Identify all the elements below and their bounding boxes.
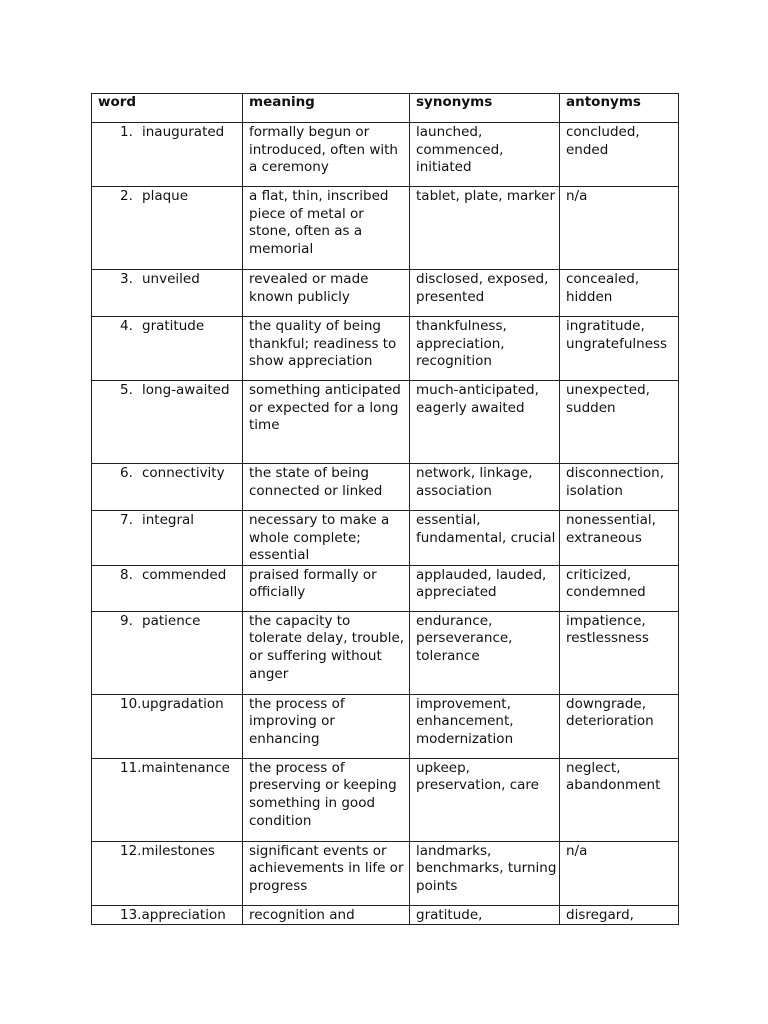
row-number: 5. xyxy=(120,382,133,398)
header-synonyms: synonyms xyxy=(410,94,560,123)
header-antonyms: antonyms xyxy=(560,94,679,123)
antonyms-cell: concealed, hidden xyxy=(560,270,679,317)
synonyms-cell: much-anticipated, eagerly awaited xyxy=(410,381,560,464)
word-text: appreciation xyxy=(141,906,226,923)
meaning-cell: a flat, thin, inscribed piece of metal or stone, often as a memorial xyxy=(243,187,410,270)
table-row xyxy=(92,270,679,317)
row-number: 13. xyxy=(120,906,142,923)
table-row xyxy=(92,187,679,270)
meaning-cell: significant events or achievements in life or progress xyxy=(243,841,410,905)
antonyms-cell: impatience, restlessness xyxy=(560,611,679,694)
word-cell xyxy=(92,317,243,381)
word-text: long-awaited xyxy=(142,382,230,398)
meaning-cell: something anticipated or expected for a long time xyxy=(243,381,410,464)
row-number: 3. xyxy=(120,271,133,287)
table-row xyxy=(92,694,679,758)
word-text: commended xyxy=(142,566,227,583)
meaning-cell: the process of improving or enhancing xyxy=(243,694,410,758)
antonyms-cell: downgrade, deterioration xyxy=(560,694,679,758)
header-row xyxy=(92,94,679,123)
antonyms-cell: n/a xyxy=(560,187,679,270)
word-text: unveiled xyxy=(142,271,200,287)
antonyms-cell: ingratitude, ungratefulness xyxy=(560,317,679,381)
header-meaning: meaning xyxy=(243,94,410,123)
word-cell xyxy=(92,694,243,758)
meaning-cell: praised formally or officially xyxy=(243,565,410,611)
word-text: maintenance xyxy=(141,759,230,776)
word-cell xyxy=(92,187,243,270)
table-row xyxy=(92,464,679,511)
synonyms-cell: landmarks, benchmarks, turning points xyxy=(410,841,560,905)
row-number: 10. xyxy=(120,695,142,712)
word-text: milestones xyxy=(141,842,215,859)
word-text: inaugurated xyxy=(142,124,225,140)
synonyms-cell: improvement, enhancement, modernization xyxy=(410,694,560,758)
row-number: 8. xyxy=(120,566,133,583)
row-number: 1. xyxy=(120,124,133,140)
meaning-cell: the process of preserving or keeping something in good condition xyxy=(243,758,410,841)
meaning-cell: recognition and xyxy=(243,905,410,925)
table-row xyxy=(92,317,679,381)
antonyms-cell: neglect, abandonment xyxy=(560,758,679,841)
table-row xyxy=(92,123,679,187)
synonyms-cell: thankfulness, appreciation, recognition xyxy=(410,317,560,381)
word-text: plaque xyxy=(142,188,189,204)
word-text: connectivity xyxy=(142,465,225,481)
meaning-cell: the quality of being thankful; readiness to show appreciation xyxy=(243,317,410,381)
word-cell xyxy=(92,758,243,841)
meaning-cell: the state of being connected or linked xyxy=(243,464,410,511)
word-cell xyxy=(92,611,243,694)
word-text: upgradation xyxy=(141,695,224,712)
header-word: word xyxy=(92,94,243,123)
word-cell xyxy=(92,841,243,905)
synonyms-cell: network, linkage, association xyxy=(410,464,560,511)
antonyms-cell: nonessential, extraneous xyxy=(560,511,679,566)
word-cell xyxy=(92,511,243,566)
synonyms-cell: essential, fundamental, crucial xyxy=(410,511,560,566)
synonyms-cell: gratitude, xyxy=(410,905,560,925)
synonyms-cell: endurance, perseverance, tolerance xyxy=(410,611,560,694)
antonyms-cell: n/a xyxy=(560,841,679,905)
table-row xyxy=(92,758,679,841)
synonyms-cell: applauded, lauded, appreciated xyxy=(410,565,560,611)
table-row xyxy=(92,611,679,694)
word-text: integral xyxy=(142,512,195,528)
word-text: gratitude xyxy=(142,318,205,334)
table-row xyxy=(92,565,679,611)
meaning-cell: the capacity to tolerate delay, trouble, or suffering without anger xyxy=(243,611,410,694)
row-number: 4. xyxy=(120,318,133,334)
vocabulary-table xyxy=(91,93,679,925)
row-number: 9. xyxy=(120,612,133,629)
table-row xyxy=(92,905,679,925)
word-cell xyxy=(92,270,243,317)
meaning-cell: formally begun or introduced, often with a ceremony xyxy=(243,123,410,187)
word-cell xyxy=(92,464,243,511)
row-number: 2. xyxy=(120,188,133,204)
antonyms-cell: unexpected, sudden xyxy=(560,381,679,464)
meaning-cell: necessary to make a whole complete; essential xyxy=(243,511,410,566)
antonyms-cell: disconnection, isolation xyxy=(560,464,679,511)
table-row xyxy=(92,511,679,566)
word-cell xyxy=(92,565,243,611)
table-row xyxy=(92,381,679,464)
word-text: patience xyxy=(142,612,201,629)
row-number: 11. xyxy=(120,759,142,776)
word-cell xyxy=(92,905,243,925)
meaning-cell: revealed or made known publicly xyxy=(243,270,410,317)
antonyms-cell: disregard, xyxy=(560,905,679,925)
synonyms-cell: launched, commenced, initiated xyxy=(410,123,560,187)
synonyms-cell: disclosed, exposed, presented xyxy=(410,270,560,317)
synonyms-cell: tablet, plate, marker xyxy=(410,187,560,270)
row-number: 7. xyxy=(120,512,133,528)
table-row xyxy=(92,841,679,905)
word-cell xyxy=(92,381,243,464)
antonyms-cell: concluded, ended xyxy=(560,123,679,187)
row-number: 6. xyxy=(120,465,133,481)
row-number: 12. xyxy=(120,842,142,859)
antonyms-cell: criticized, condemned xyxy=(560,565,679,611)
synonyms-cell: upkeep, preservation, care xyxy=(410,758,560,841)
word-cell xyxy=(92,123,243,187)
